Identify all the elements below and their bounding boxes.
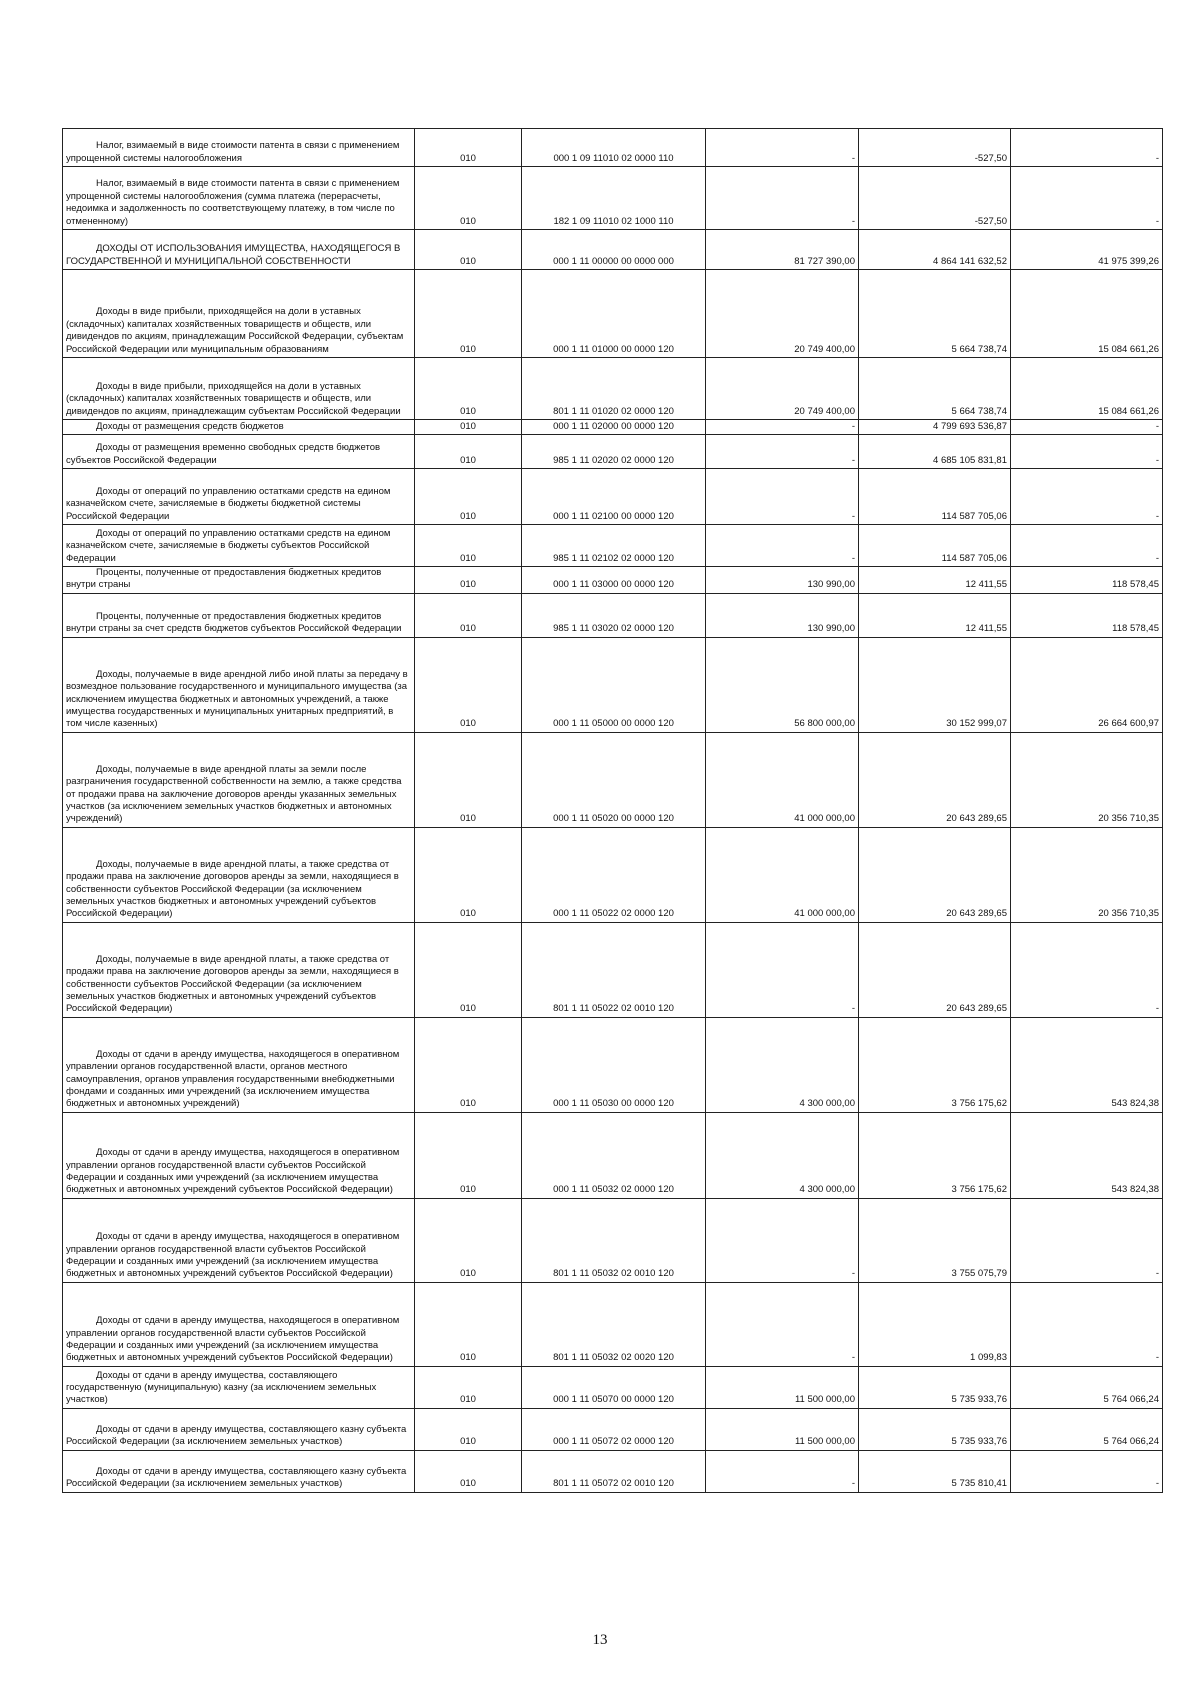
- row-line-code: 010: [415, 525, 522, 567]
- table-row: [63, 637, 1163, 732]
- row-unexecuted-amount: 41 975 399,26: [1011, 230, 1163, 270]
- row-name-text: Доходы в виде прибыли, приходящейся на доли в уставных (складочных) капиталах хозяйственных товариществ и обществ, или дивидендов по акциям, принадлежащим субъектам Российской Федерации: [66, 380, 401, 417]
- row-line-code: 010: [415, 358, 522, 420]
- row-budget-classification-code: 801 1 11 01020 02 0000 120: [522, 358, 706, 420]
- row-name: [63, 1408, 415, 1450]
- table-row: [63, 270, 1163, 358]
- row-executed-amount: 5 735 933,76: [859, 1408, 1011, 1450]
- row-name-text: Доходы от сдачи в аренду имущества, составляющего государственную (муниципальную) казну (за исключением земельных участков): [66, 1369, 377, 1406]
- row-unexecuted-amount: -: [1011, 420, 1163, 435]
- table-row: [63, 420, 1163, 435]
- row-name: [63, 1198, 415, 1282]
- table-row: [63, 1450, 1163, 1492]
- row-unexecuted-amount: -: [1011, 525, 1163, 567]
- row-name-text: Налог, взимаемый в виде стоимости патента в связи с применением упрощенной системы налогообложения (сумма платежа (перерасчеты, недоимка и задолженность по соответствующему платежу, в том числе по отмененному): [66, 178, 400, 227]
- row-name-text: Доходы от сдачи в аренду имущества, составляющего казну субъекта Российской Федерации (за исключением земельных участков): [66, 1424, 407, 1448]
- row-executed-amount: 3 756 175,62: [859, 1017, 1011, 1112]
- table-row: [63, 230, 1163, 270]
- row-name-text: Проценты, полученные от предоставления бюджетных кредитов внутри страны: [66, 567, 382, 591]
- row-executed-amount: 1 099,83: [859, 1282, 1011, 1366]
- table-row: [63, 469, 1163, 525]
- row-name: [63, 525, 415, 567]
- row-unexecuted-amount: -: [1011, 1282, 1163, 1366]
- row-budget-classification-code: 000 1 11 05020 00 0000 120: [522, 732, 706, 827]
- row-name-text: Доходы от операций по управлению остатками средств на едином казначейском счете, зачисляемые в бюджеты субъектов Российской Федерации: [66, 527, 391, 564]
- row-line-code: 010: [415, 270, 522, 358]
- row-name-text: Проценты, полученные от предоставления бюджетных кредитов внутри страны за счет средств бюджетов субъектов Российской Федерации: [66, 611, 402, 635]
- row-budget-classification-code: 801 1 11 05032 02 0010 120: [522, 1198, 706, 1282]
- row-line-code: 010: [415, 593, 522, 637]
- row-budget-classification-code: 801 1 11 05072 02 0010 120: [522, 1450, 706, 1492]
- row-approved-amount: 11 500 000,00: [706, 1408, 859, 1450]
- row-name: [63, 922, 415, 1017]
- table-row: [63, 732, 1163, 827]
- row-budget-classification-code: 000 1 11 05030 00 0000 120: [522, 1017, 706, 1112]
- row-name: [63, 637, 415, 732]
- row-budget-classification-code: 000 1 11 03000 00 0000 120: [522, 567, 706, 594]
- row-name-text: Доходы в виде прибыли, приходящейся на доли в уставных (складочных) капиталах хозяйственных товариществ и обществ, или дивидендов по акциям, принадлежащим Российской Федерации, субъектам Российской Федерации или муниципальным образованиям: [66, 306, 404, 355]
- row-executed-amount: 20 643 289,65: [859, 922, 1011, 1017]
- row-executed-amount: 30 152 999,07: [859, 637, 1011, 732]
- row-line-code: 010: [415, 167, 522, 230]
- row-unexecuted-amount: -: [1011, 435, 1163, 469]
- row-approved-amount: 4 300 000,00: [706, 1112, 859, 1198]
- row-budget-classification-code: 000 1 11 02100 00 0000 120: [522, 469, 706, 525]
- row-unexecuted-amount: 543 824,38: [1011, 1017, 1163, 1112]
- row-unexecuted-amount: 5 764 066,24: [1011, 1408, 1163, 1450]
- row-approved-amount: -: [706, 525, 859, 567]
- row-unexecuted-amount: -: [1011, 469, 1163, 525]
- row-line-code: 010: [415, 1112, 522, 1198]
- row-executed-amount: 4 864 141 632,52: [859, 230, 1011, 270]
- row-name-text: Доходы, получаемые в виде арендной либо иной платы за передачу в возмездное пользование государственного и муниципального имущества (за исключением имущества бюджетных и автономных учреждений, а также имущества государственных и муниципальных унитарных предприятий, в том числе казенных): [66, 668, 408, 730]
- row-budget-classification-code: 000 1 11 05072 02 0000 120: [522, 1408, 706, 1450]
- revenue-table: [62, 128, 1163, 1493]
- row-name-text: Налог, взимаемый в виде стоимости патента в связи с применением упрощенной системы налогообложения: [66, 140, 400, 164]
- row-executed-amount: 5 664 738,74: [859, 358, 1011, 420]
- row-name-text: Доходы от операций по управлению остатками средств на едином казначейском счете, зачисляемые в бюджеты бюджетной системы Российской Федерации: [66, 485, 391, 522]
- row-line-code: 010: [415, 922, 522, 1017]
- row-budget-classification-code: 000 1 11 05000 00 0000 120: [522, 637, 706, 732]
- row-budget-classification-code: 985 1 11 02102 02 0000 120: [522, 525, 706, 567]
- row-approved-amount: -: [706, 167, 859, 230]
- table-row: [63, 1408, 1163, 1450]
- table-row: [63, 1366, 1163, 1408]
- row-unexecuted-amount: -: [1011, 1450, 1163, 1492]
- row-name-text: Доходы от сдачи в аренду имущества, находящегося в оперативном управлении органов государственной власти субъектов Российской Федерации и созданных ими учреждений (за исключением имущества бюджетных и автономных учреждений субъектов Российской Федерации): [66, 1147, 400, 1196]
- row-budget-classification-code: 985 1 11 03020 02 0000 120: [522, 593, 706, 637]
- row-line-code: 010: [415, 435, 522, 469]
- row-name: [63, 1366, 415, 1408]
- row-approved-amount: 41 000 000,00: [706, 732, 859, 827]
- row-name-text: Доходы, получаемые в виде арендной платы, а также средства от продажи права на заключение договоров аренды за земли, находящиеся в собственности субъектов Российской Федерации (за исключением земельных участков бюджетных и автономных учреждений субъектов Российской Федерации): [66, 953, 399, 1015]
- row-executed-amount: 12 411,55: [859, 593, 1011, 637]
- row-approved-amount: -: [706, 435, 859, 469]
- row-name: [63, 567, 415, 594]
- row-line-code: 010: [415, 567, 522, 594]
- row-unexecuted-amount: 20 356 710,35: [1011, 827, 1163, 922]
- table-row: [63, 435, 1163, 469]
- row-approved-amount: 20 749 400,00: [706, 358, 859, 420]
- table-row: [63, 129, 1163, 167]
- row-unexecuted-amount: -: [1011, 922, 1163, 1017]
- row-name-text: Доходы от размещения временно свободных средств бюджетов субъектов Российской Федерации: [66, 442, 381, 466]
- table-row: [63, 358, 1163, 420]
- row-line-code: 010: [415, 129, 522, 167]
- row-unexecuted-amount: -: [1011, 1198, 1163, 1282]
- row-name-text: Доходы от сдачи в аренду имущества, находящегося в оперативном управлении органов государственной власти субъектов Российской Федерации и созданных ими учреждений (за исключением имущества бюджетных и автономных учреждений субъектов Российской Федерации): [66, 1231, 400, 1280]
- row-budget-classification-code: 000 1 09 11010 02 0000 110: [522, 129, 706, 167]
- row-unexecuted-amount: 15 084 661,26: [1011, 270, 1163, 358]
- row-executed-amount: 20 643 289,65: [859, 732, 1011, 827]
- row-approved-amount: -: [706, 1282, 859, 1366]
- row-name: [63, 270, 415, 358]
- row-line-code: 010: [415, 1366, 522, 1408]
- row-name: [63, 469, 415, 525]
- table-row: [63, 167, 1163, 230]
- row-executed-amount: 3 756 175,62: [859, 1112, 1011, 1198]
- row-unexecuted-amount: -: [1011, 129, 1163, 167]
- row-name: [63, 167, 415, 230]
- row-name-text: Доходы, получаемые в виде арендной платы за земли после разграничения государственной собственности на землю, а также средства от продажи права на заключение договоров аренды указанных земельных участков (за исключением земельных участков бюджетных и автономных учреждений): [66, 763, 402, 825]
- row-name: [63, 1282, 415, 1366]
- row-line-code: 010: [415, 1198, 522, 1282]
- row-name: [63, 593, 415, 637]
- row-line-code: 010: [415, 1450, 522, 1492]
- row-budget-classification-code: 000 1 11 02000 00 0000 120: [522, 420, 706, 435]
- table-row: [63, 593, 1163, 637]
- row-budget-classification-code: 000 1 11 05070 00 0000 120: [522, 1366, 706, 1408]
- row-name: [63, 358, 415, 420]
- row-approved-amount: -: [706, 1450, 859, 1492]
- row-approved-amount: 81 727 390,00: [706, 230, 859, 270]
- table-row: [63, 567, 1163, 594]
- row-budget-classification-code: 000 1 11 05022 02 0000 120: [522, 827, 706, 922]
- row-name-text: Доходы от размещения средств бюджетов: [96, 420, 284, 432]
- row-executed-amount: 5 664 738,74: [859, 270, 1011, 358]
- row-executed-amount: 12 411,55: [859, 567, 1011, 594]
- row-approved-amount: -: [706, 469, 859, 525]
- row-approved-amount: -: [706, 922, 859, 1017]
- row-budget-classification-code: 801 1 11 05032 02 0020 120: [522, 1282, 706, 1366]
- row-unexecuted-amount: 543 824,38: [1011, 1112, 1163, 1198]
- row-line-code: 010: [415, 1017, 522, 1112]
- row-budget-classification-code: 000 1 11 05032 02 0000 120: [522, 1112, 706, 1198]
- row-executed-amount: -527,50: [859, 129, 1011, 167]
- row-name: [63, 1017, 415, 1112]
- row-line-code: 010: [415, 732, 522, 827]
- row-name-text: Доходы от сдачи в аренду имущества, находящегося в оперативном управлении органов государственной власти, органов местного самоуправления, органов управления государственными внебюджетными фондами и созданных ими учреждений (за исключением имущества бюджетных и автономных учреждений): [66, 1048, 400, 1110]
- row-approved-amount: 56 800 000,00: [706, 637, 859, 732]
- table-row: [63, 827, 1163, 922]
- row-approved-amount: -: [706, 129, 859, 167]
- row-unexecuted-amount: 15 084 661,26: [1011, 358, 1163, 420]
- row-name-text: Доходы, получаемые в виде арендной платы, а также средства от продажи права на заключение договоров аренды за земли, находящиеся в собственности субъектов Российской Федерации (за исключением земельных участков бюджетных и автономных учреждений субъектов Российской Федерации): [66, 858, 399, 920]
- row-name-text: Доходы от сдачи в аренду имущества, находящегося в оперативном управлении органов государственной власти субъектов Российской Федерации и созданных ими учреждений (за исключением имущества бюджетных и автономных учреждений субъектов Российской Федерации): [66, 1315, 400, 1364]
- row-executed-amount: 5 735 810,41: [859, 1450, 1011, 1492]
- report-sheet: [62, 128, 1162, 1493]
- row-executed-amount: -527,50: [859, 167, 1011, 230]
- row-name: [63, 129, 415, 167]
- row-line-code: 010: [415, 1282, 522, 1366]
- row-executed-amount: 20 643 289,65: [859, 827, 1011, 922]
- row-unexecuted-amount: 5 764 066,24: [1011, 1366, 1163, 1408]
- row-line-code: 010: [415, 637, 522, 732]
- table-row: [63, 1198, 1163, 1282]
- row-line-code: 010: [415, 827, 522, 922]
- table-row: [63, 1282, 1163, 1366]
- row-executed-amount: 3 755 075,79: [859, 1198, 1011, 1282]
- row-name-text: Доходы от сдачи в аренду имущества, составляющего казну субъекта Российской Федерации (за исключением земельных участков): [66, 1466, 407, 1490]
- row-executed-amount: 4 799 693 536,87: [859, 420, 1011, 435]
- row-budget-classification-code: 801 1 11 05022 02 0010 120: [522, 922, 706, 1017]
- row-unexecuted-amount: 26 664 600,97: [1011, 637, 1163, 732]
- row-approved-amount: 130 990,00: [706, 567, 859, 594]
- row-approved-amount: 11 500 000,00: [706, 1366, 859, 1408]
- row-name: [63, 1450, 415, 1492]
- table-row: [63, 1017, 1163, 1112]
- row-approved-amount: -: [706, 420, 859, 435]
- row-line-code: 010: [415, 420, 522, 435]
- page-number: 13: [592, 1632, 608, 1648]
- row-name: [63, 827, 415, 922]
- row-name: [63, 420, 415, 435]
- table-row: [63, 1112, 1163, 1198]
- row-executed-amount: 5 735 933,76: [859, 1366, 1011, 1408]
- row-line-code: 010: [415, 1408, 522, 1450]
- row-name: [63, 230, 415, 270]
- row-unexecuted-amount: 20 356 710,35: [1011, 732, 1163, 827]
- row-unexecuted-amount: -: [1011, 167, 1163, 230]
- row-executed-amount: 114 587 705,06: [859, 469, 1011, 525]
- row-unexecuted-amount: 118 578,45: [1011, 593, 1163, 637]
- row-approved-amount: -: [706, 1198, 859, 1282]
- row-name-text: ДОХОДЫ ОТ ИСПОЛЬЗОВАНИЯ ИМУЩЕСТВА, НАХОДЯЩЕГОСЯ В ГОСУДАРСТВЕННОЙ И МУНИЦИПАЛЬНОЙ СОБСТВЕННОСТИ: [66, 243, 401, 267]
- row-line-code: 010: [415, 230, 522, 270]
- row-budget-classification-code: 000 1 11 00000 00 0000 000: [522, 230, 706, 270]
- row-executed-amount: 114 587 705,06: [859, 525, 1011, 567]
- row-name: [63, 435, 415, 469]
- table-row: [63, 525, 1163, 567]
- row-approved-amount: 4 300 000,00: [706, 1017, 859, 1112]
- row-line-code: 010: [415, 469, 522, 525]
- row-name: [63, 732, 415, 827]
- row-budget-classification-code: 000 1 11 01000 00 0000 120: [522, 270, 706, 358]
- row-approved-amount: 41 000 000,00: [706, 827, 859, 922]
- row-approved-amount: 130 990,00: [706, 593, 859, 637]
- row-budget-classification-code: 985 1 11 02020 02 0000 120: [522, 435, 706, 469]
- table-row: [63, 922, 1163, 1017]
- row-budget-classification-code: 182 1 09 11010 02 1000 110: [522, 167, 706, 230]
- row-unexecuted-amount: 118 578,45: [1011, 567, 1163, 594]
- row-executed-amount: 4 685 105 831,81: [859, 435, 1011, 469]
- row-name: [63, 1112, 415, 1198]
- row-approved-amount: 20 749 400,00: [706, 270, 859, 358]
- table-body: [63, 129, 1163, 1493]
